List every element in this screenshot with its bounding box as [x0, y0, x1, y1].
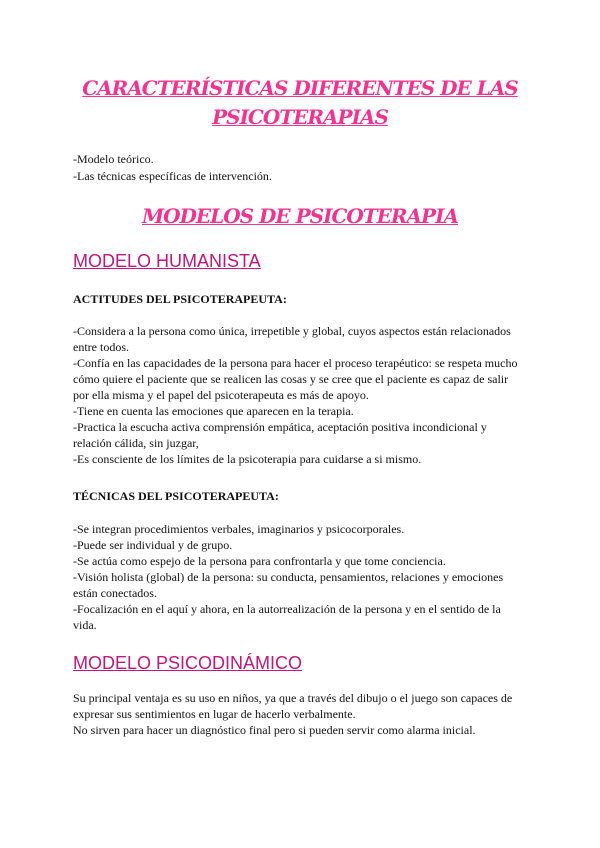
actitudes-list: [73, 323, 525, 467]
psicodinamico-body: [73, 690, 525, 738]
intro-item: -Las técnicas específicas de intervención.: [73, 169, 272, 183]
tecnica-item: -Se integran procedimientos verbales, imaginarios y psicocorporales.: [73, 522, 405, 536]
psicodinamico-paragraph: Su principal ventaja es su uso en niños, ya que a través del dibujo o el juego son capaces de expresar sus sentimientos en lugar de hacerlo verbalmente.: [73, 691, 513, 721]
section-subtitle: MODELOS DE PSICOTERAPIA: [142, 204, 458, 228]
actitud-item: -Considera a la persona como única, irrepetible y global, cuyos aspectos están relacionados entre todos.: [73, 324, 511, 354]
actitud-item: -Practica la escucha activa comprensión empática, aceptación positiva incondicional y relación cálida, sin juzgar,: [73, 420, 487, 450]
tecnica-item: -Se actúa como espejo de la persona para confrontarla y que tome conciencia.: [73, 554, 446, 568]
heading-modelo-psicodinamico: MODELO PSICODINÁMICO: [73, 653, 303, 673]
intro-item: -Modelo teórico.: [73, 152, 154, 166]
actitud-item: -Confía en las capacidades de la persona para hacer el proceso terapéutico: se respeta mucho cómo quiere el paciente que se realicen las cosas y se cree que el paciente es capaz de salir por ella misma y el papel del psicoterapeuta es más de apoyo.: [73, 356, 518, 402]
heading-modelo-humanista: MODELO HUMANISTA: [73, 251, 261, 271]
actitud-item: -Es consciente de los límites de la psicoterapia para cuidarse a si mismo.: [73, 452, 422, 466]
document-title: [40, 74, 560, 132]
heading-tecnicas: TÉCNICAS DEL PSICOTERAPEUTA:: [73, 489, 279, 503]
tecnica-item: -Focalización en el aquí y ahora, en la autorrealización de la persona y en el sentido de la vida.: [73, 602, 501, 632]
title-line-2: PSICOTERAPIAS: [212, 105, 388, 129]
intro-list: [73, 151, 272, 185]
actitud-item: -Tiene en cuenta las emociones que aparecen en la terapia.: [73, 404, 354, 418]
tecnica-item: -Visión holista (global) de la persona: su conducta, pensamientos, relaciones y emociones están conectados.: [73, 570, 504, 600]
heading-actitudes: ACTITUDES DEL PSICOTERAPEUTA:: [73, 292, 287, 306]
tecnicas-list: [73, 521, 525, 633]
title-line-1: CARACTERÍSTICAS DIFERENTES DE LAS: [82, 76, 518, 100]
tecnica-item: -Puede ser individual y de grupo.: [73, 538, 233, 552]
psicodinamico-paragraph: No sirven para hacer un diagnóstico final pero si pueden servir como alarma inicial.: [73, 723, 476, 737]
